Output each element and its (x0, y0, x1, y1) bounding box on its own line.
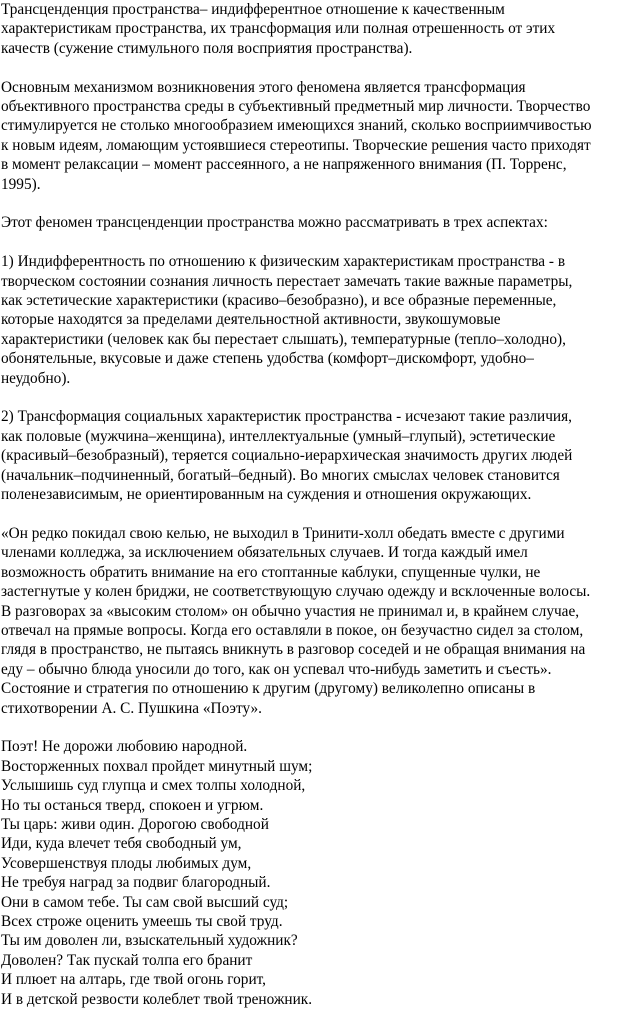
paragraph-aspect-physical: 1) Индифферентность по отношению к физическим характеристикам пространства - в творческом состоянии сознания личность перестает замечать такие важные параметры, как эстетические характеристики (красиво–безобразно), и все образные переменные, которые находятся за пределами деятельностной активности, звукошумовые характеристики (человек как бы перестает слышать), температурные (тепло–холодно), обонятельные, вкусовые и даже степень удобства (комфорт–дискомфорт, удобно– неудобно). (1, 253, 573, 387)
poem-line: Ты царь: живи один. Дорогою свободной (1, 815, 269, 833)
poem-line: Не требуя наград за подвиг благородный. (1, 874, 271, 892)
poem-line: Доволен? Так пускай толпа его бранит (1, 951, 253, 969)
poem-line: Всех строже оценить умеешь ты свой труд. (1, 913, 283, 930)
poem-line: Они в самом тебе. Ты сам свой высший суд; (1, 893, 289, 911)
poem-line: Усовершенствуя плоды любимых дум, (1, 854, 252, 872)
paragraph-aspect-social: 2) Трансформация социальных характеристик пространства - исчезают такие различия, как половые (мужчина–женщина), интеллектуальные (умный–глупый), эстетические (красивый–безобразный), теряется социально-иерархическая значимость других людей (начальник–подчиненный, богатый–бедный). Во многих смыслах человек становится поленезависимым, не ориентированным на суждения и отношения окружающих. (1, 408, 573, 504)
poem-line: Ты им доволен ли, взыскательный художник? (1, 932, 298, 950)
poem-line: Иди, куда влечет тебя свободный ум, (1, 835, 242, 853)
paragraph-definition: Трансценденция пространства– индифферентное отношение к качественным характеристикам пространства, их трансформация или полная отрешенность от этих качеств (сужение стимульного поля восприятия пространства). (1, 1, 556, 57)
paragraph-mechanism: Основным механизмом возникновения этого феномена является трансформация объективного пространства среды в субъективный предметный мир личности. Творчество стимулируется не столько многообразием имеющихся знаний, сколько восприимчивостью к новым идеям, ломающим устоявшиеся стереотипы. Творческие решения часто приходят в момент релаксации – момент рассеянного, а не напряженного внимания (П. Торренс, 1995). (1, 78, 592, 193)
poem-line: Услышишь суд глупца и смех толпы холодной, (1, 777, 306, 795)
poem-line: И в детской резвости колеблет твой треножник. (1, 990, 313, 1008)
poem (1, 737, 606, 1009)
paragraph-aspects-intro: Этот феномен трансценденции пространства можно рассматривать в трех аспектах: (1, 214, 548, 232)
poem-line: Восторженных похвал пройдет минутный шум; (1, 757, 313, 775)
paragraph-quote: «Он редко покидал свою келью, не выходил в Тринити-холл обедать вместе с другими членами колледжа, за исключением обязательных случаев. И тогда каждый имел возможность обратить внимание на его стоптанные каблуки, спущенные чулки, не застегнутые у колен бриджи, не соответствующую случаю одежду и всклоченные волосы. В разговорах за «высоким столом» он обычно участия не принимал и, в крайнем случае, отвечал на прямые вопросы. Когда его оставляли в покое, он безучастно сидел за столом, глядя в пространство, не пытаясь вникнуть в разговор соседей и не обращая внимания на еду – обычно блюда уносили до того, как он успевал что-нибудь заметить и съесть». Состояние и стратегия по отношению к другим (другому) великолепно описаны в стихотворении А. С. Пушкина «Поэту». (1, 524, 591, 717)
poem-line: Поэт! Не дорожи любовию народной. (1, 738, 248, 756)
poem-line: И плюет на алтарь, где твой огонь горит, (1, 971, 266, 989)
poem-line: Но ты останься тверд, спокоен и угрюм. (1, 796, 264, 814)
